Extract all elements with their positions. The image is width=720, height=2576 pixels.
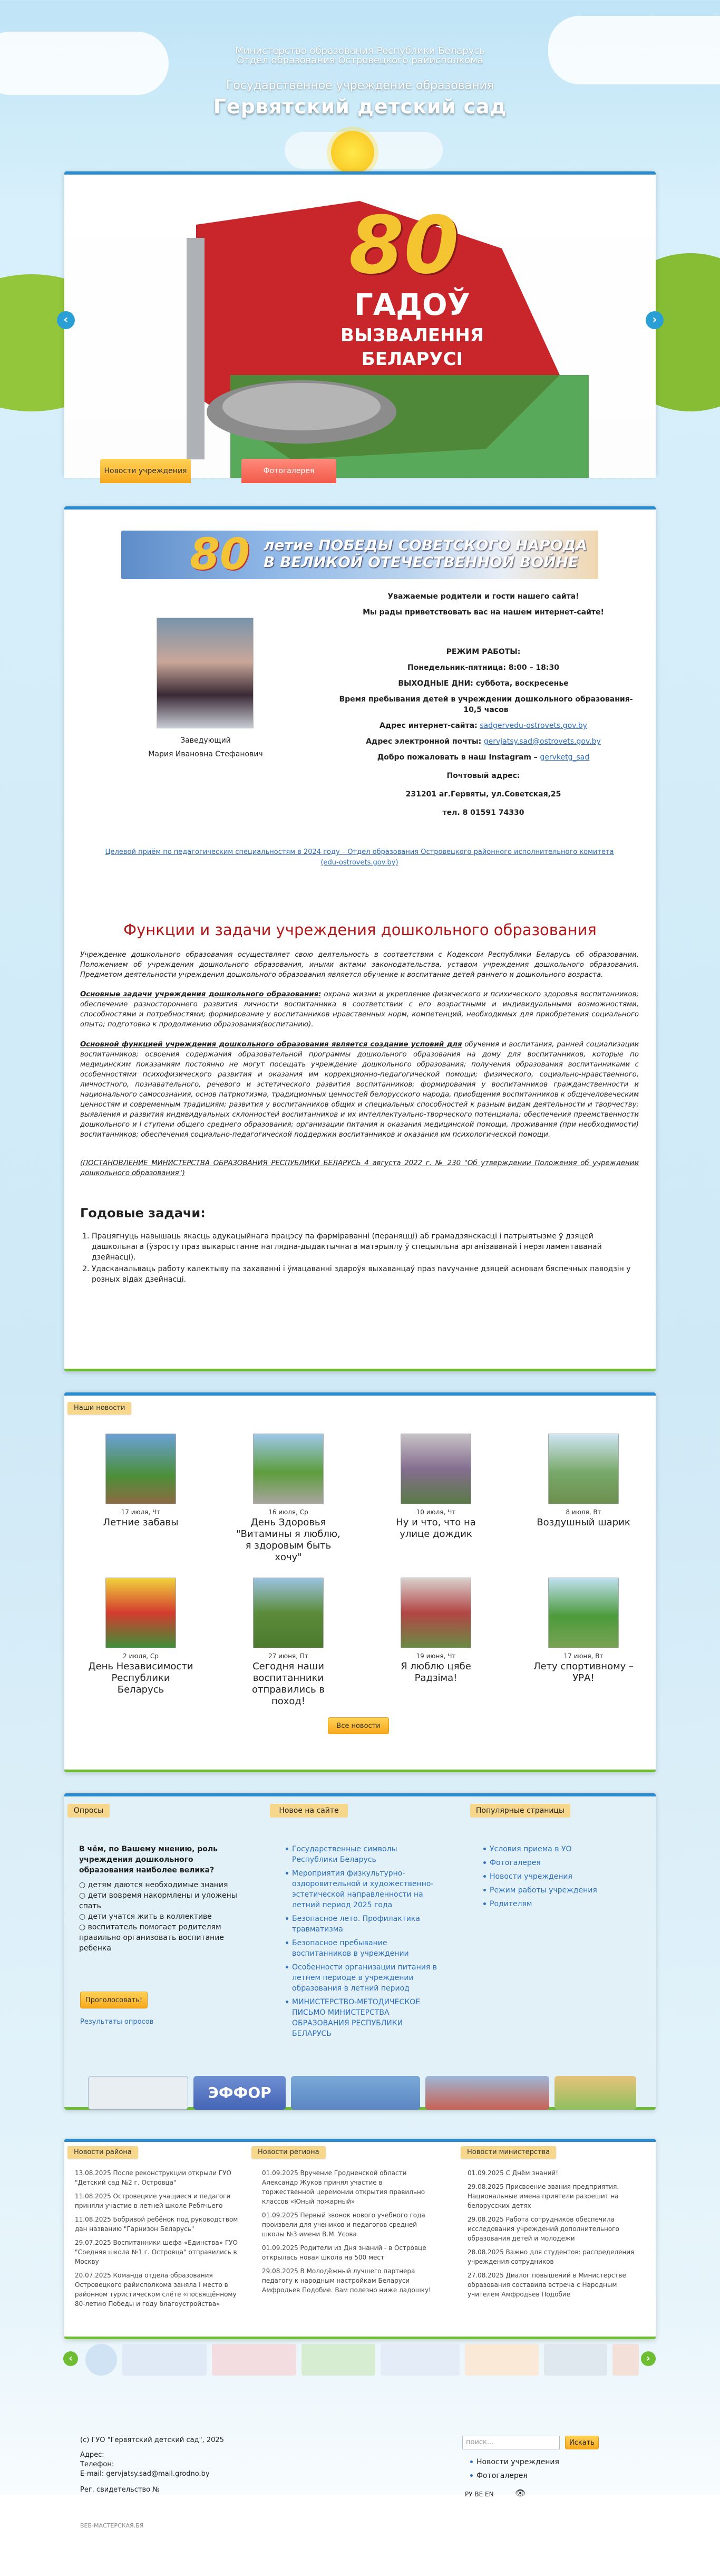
partners-next-button[interactable]: › <box>641 2351 656 2366</box>
district-news-item[interactable]: 20.07.2025 Команда отдела образования Островецкого райисполкома заняла I место в районном туристическом слёте «посвящённому 80-летию Победы и году благоустройства» <box>75 2272 237 2308</box>
new-on-site-link[interactable]: МИНИСТЕРСТВО-МЕТОДИЧЕСКОЕ ПИСЬМО МИНИСТЕРСТВА ОБРАЗОВАНИЯ РЕСПУБЛИКИ БЕЛАРУСЬ <box>286 1997 439 2039</box>
news-date: 2 июля, Ср <box>123 1652 159 1660</box>
all-news-button[interactable]: Все новости <box>328 1717 389 1734</box>
footer-phone: Телефон: <box>80 2460 114 2468</box>
banner-number: 80 <box>190 531 250 579</box>
footer-link[interactable]: Фотогалерея <box>470 2471 597 2481</box>
tab-news[interactable]: Новости учреждения <box>100 459 191 483</box>
ministry-news-item[interactable]: 01.09.2025 С Днём знаний! <box>468 2169 559 2177</box>
email-label: Адрес электронной почты: <box>366 737 482 746</box>
ministry-logo[interactable] <box>88 2076 188 2110</box>
partner-logo[interactable] <box>544 2344 607 2376</box>
head-photo <box>157 618 254 728</box>
news-date: 8 июля, Вт <box>566 1508 601 1516</box>
ministry-news-list <box>468 2168 641 2303</box>
slider-prev-button[interactable]: ‹ <box>57 311 75 329</box>
news-item[interactable] <box>236 1434 341 1563</box>
site-link[interactable]: sadgervedu-ostrovets.gov.by <box>480 722 587 730</box>
region-news-heading: Новости региона <box>251 2146 326 2159</box>
news-date: 27 июня, Пт <box>268 1652 308 1660</box>
news-thumb[interactable] <box>548 1434 619 1504</box>
news-item[interactable] <box>88 1578 193 1696</box>
badge-line1: ГАДОЎ <box>354 288 470 322</box>
new-on-site-heading: Новое на сайте <box>270 1804 348 1818</box>
poll-option[interactable]: ○ дети вовремя накормлены и уложены спать <box>79 1891 237 1910</box>
popular-link[interactable]: Режим работы учреждения <box>483 1885 641 1896</box>
partner-logo[interactable] <box>612 2344 639 2376</box>
news-title[interactable]: Сегодня наши воспитанники отправились в поход! <box>251 1661 325 1707</box>
post-address: 231201 аг.Гервяты, ул.Советская,25 <box>405 790 561 799</box>
vk-group-logo[interactable] <box>291 2076 420 2110</box>
news-title[interactable]: Ну и что, что на улице дождик <box>396 1517 476 1540</box>
victory-banner[interactable] <box>121 531 598 579</box>
news-thumb[interactable] <box>253 1578 324 1648</box>
region-news-item[interactable]: 01.09.2025 Родители из Дня знаний - в Островце открылась новая школа на 500 мест <box>262 2244 426 2261</box>
news-date: 17 июля, Чт <box>121 1508 161 1516</box>
news-title[interactable]: Летние забавы <box>103 1517 179 1528</box>
functions-title: Функции и задачи учреждения дошкольного образования <box>123 921 597 939</box>
new-on-site-link[interactable]: Государственные символы Республики Беларусь <box>286 1844 439 1865</box>
footer-copyright: (с) ГУО "Гервятский детский сад", 2025 <box>80 2436 224 2444</box>
news-date: 19 июня, Чт <box>416 1652 456 1660</box>
district-news-heading: Новости района <box>67 2146 138 2159</box>
footer-link[interactable]: Новости учреждения <box>470 2457 597 2467</box>
poll-option-label: дети вовремя накормлены и уложены спать <box>79 1891 237 1910</box>
popular-link[interactable]: Новости учреждения <box>483 1871 641 1882</box>
district-news-list <box>75 2168 244 2313</box>
news-title[interactable]: День Здоровья "Витамины я люблю, я здоровым быть хочу" <box>236 1517 340 1563</box>
popular-link[interactable]: Родителям <box>483 1899 641 1909</box>
partner-logo[interactable] <box>301 2344 375 2376</box>
partner-logo[interactable] <box>212 2344 296 2376</box>
developer-credit[interactable]: ВЕБ-МАСТЕРСКАЯ.БЯ <box>80 2522 144 2529</box>
vote-button[interactable]: Проголосовать! <box>80 1992 148 2008</box>
poll-question: В чём, по Вашему мнению, роль учреждения дошкольного образования наиболее велика? <box>79 1845 218 1875</box>
district-news-item[interactable]: 11.08.2025 Бобривой ребёнок под руководством дан названию "Гарнизон Беларусь" <box>75 2216 238 2233</box>
site-title[interactable]: Гервятский детский сад <box>213 95 507 118</box>
news-date: 10 июля, Чт <box>416 1508 456 1516</box>
district-news-item[interactable]: 29.07.2025 Воспитанники шефа «Единства» ГУО "Средняя школа №1 г. Островца" отправились в Москву <box>75 2239 238 2265</box>
badge-line3: БЕЛАРУСІ <box>361 349 463 370</box>
para-activity: Учреждение дошкольного образования осуществляет свою деятельность в соответствии с Кодексом Республики Беларусь об образовании, Положением об учреждении дошкольного образования, иными актами законодательства, уставом учреждения дошкольного образования. Предметом деятельности учреждения дошкольного образования является обучение и воспитание детей раннего и дошкольного возраста. <box>80 951 639 979</box>
banner-text <box>264 537 587 571</box>
region-news-item[interactable]: 01.09.2025 Вручение Гродненской области Александр Жуков принял участие в торжественной церемонии открытия правильно классов «Юный пожарный» <box>262 2169 425 2205</box>
instagram-link[interactable]: gervketg_sad <box>540 753 590 762</box>
info-panel <box>64 506 656 1371</box>
function-lead: Основной функцией учреждения дошкольного образования является создание условий для <box>80 1041 462 1049</box>
annual-task: 2. Удасканальваць работу калектыву па захаванні і ўмацаванні здароўя выхаванцаў праз navучанне дзяцей асновам бяспечных паводзін у розных відах дзейнасці. <box>92 1264 640 1285</box>
annual-tasks-title: Годовые задачи: <box>80 1206 206 1220</box>
footer-email[interactable]: E-mail: gervjatsy.sad@mail.grodno.by <box>80 2470 210 2478</box>
poll-option-label: дети учатся жить в коллективе <box>87 1912 212 1921</box>
region-news-item[interactable]: 29.08.2025 В Молодёжный лучшего партнера педагогу к народным настройкам Беларуси Амфродьев Подобие. Вам полезно ниже ладошку! <box>262 2267 431 2294</box>
effor-logo[interactable]: ЭФФОР <box>193 2076 286 2110</box>
language-switcher[interactable]: РУ ВЕ EN <box>465 2491 494 2498</box>
badge-line2: ВЫЗВАЛЕННЯ <box>340 325 484 346</box>
news-thumb[interactable] <box>401 1434 471 1504</box>
poll-results-link[interactable]: Результаты опросов <box>80 2018 154 2026</box>
news-item[interactable] <box>88 1434 193 1529</box>
ministry-news-item[interactable]: 27.08.2025 Диалог повышений в Министерстве образования составила встреча с Народным учителем Амфродьев Подобие <box>468 2272 626 2298</box>
news-title[interactable]: Воздушный шарик <box>537 1517 630 1528</box>
news-columns-panel <box>64 2139 656 2339</box>
phone: тел. 8 01591 74330 <box>442 809 524 817</box>
mode-stay: Время пребывания детей в учреждении дошкольного образования- 10,5 часов <box>339 695 633 714</box>
search-button[interactable]: Искать <box>565 2436 599 2449</box>
sun-icon <box>331 131 374 174</box>
news-item[interactable] <box>383 1434 489 1540</box>
news-panel <box>64 1392 656 1772</box>
news-title[interactable]: День Независимости Республики Беларусь <box>88 1661 193 1695</box>
search-input[interactable]: поиск... <box>462 2436 560 2449</box>
new-on-site-link[interactable]: Безопасное пребывание воспитанников в учреждении <box>286 1938 439 1959</box>
mode-days: Понедельник-пятница: 8:00 – 18:30 <box>407 664 559 672</box>
poll-option-label: детям даются необходимые знания <box>87 1881 228 1889</box>
tasks-text: охрана жизни и укрепление физического и психического здоровья воспитанников; обеспечение разностороннего развития личности воспитанника в соответствии с его возрастными и индивидуальными возможностями, способностями и потребностями; формирование у воспитанников нравственных норм, компетенций, необходимых для приобретения социального опыта; подготовка к продолжению образования(воспитанию). <box>80 991 639 1029</box>
poll-option[interactable]: ○ воспитатель помогает родителям правильно организовать воспитание ребенка <box>79 1923 225 1953</box>
partner-logo[interactable] <box>122 2344 207 2376</box>
district-news-item[interactable]: 13.08.2025 После реконструкции открыли ГУО "Детский сад №2 г. Островца" <box>75 2169 231 2186</box>
email-link[interactable]: gervjatsy.sad@ostrovets.gov.by <box>483 737 601 746</box>
institution-type: Государственное учреждение образования <box>226 79 494 92</box>
tab-photo[interactable]: Фотогалерея <box>241 459 336 483</box>
new-on-site-list <box>286 1844 439 2042</box>
site-label: Адрес интернет-сайта: <box>380 722 478 730</box>
para-decree: (ПОСТАНОВЛЕНИЕ МИНИСТЕРСТВА ОБРАЗОВАНИЯ РЕСПУБЛИКИ БЕЛАРУСЬ 4 августа 2022 г. № 230 "Об утверждении Положения об учреждении дошкольного образования") <box>80 1159 639 1177</box>
insta-label: Добро пожаловать в наш Instagram – <box>377 753 538 762</box>
annual-tasks-list <box>92 1231 640 1286</box>
ministry-name: Министерство образования Республики Беларусь <box>235 45 485 56</box>
poll-option[interactable]: ○ дети учатся жить в коллективе <box>79 1912 212 1921</box>
news-item[interactable] <box>531 1434 636 1529</box>
new-on-site-link[interactable]: Безопасное лето. Профилактика травматизма <box>286 1914 439 1935</box>
poll-option-label: воспитатель помогает родителям правильно организовать воспитание ребенка <box>79 1923 225 1953</box>
site-header <box>0 0 720 158</box>
news-item[interactable] <box>383 1578 489 1684</box>
site-footer <box>64 2410 656 2532</box>
news-item[interactable] <box>236 1578 341 1707</box>
partners-prev-button[interactable]: ‹ <box>63 2351 78 2366</box>
news-thumb[interactable] <box>253 1434 324 1504</box>
new-on-site-link[interactable]: Мероприятия физкультурно-оздоровительной и художественно-эстетической направленности на летний период 2025 года <box>286 1868 439 1910</box>
banner-line1: летие ПОБЕДЫ СОВЕТСКОГО НАРОДА <box>264 536 588 554</box>
department-name: Отдел образования Островецкого райисполкома <box>237 55 483 66</box>
post-label: Почтовый адрес: <box>446 772 520 780</box>
news-item[interactable] <box>531 1578 636 1684</box>
news-thumb[interactable] <box>401 1578 471 1648</box>
ped-admission-link[interactable]: Целевой приём по педагогическим специальностям в 2024 году – Отдел образования Островецкого районного исполнительного комитета (edu-ostrovets.gov.by) <box>105 848 614 867</box>
news-thumb[interactable] <box>548 1578 619 1648</box>
popular-link[interactable]: Условия приема в УО <box>483 1844 641 1854</box>
poll-heading: Опросы <box>67 1804 110 1818</box>
head-role: Заведующий <box>180 736 231 745</box>
badge-number: 80 <box>349 200 459 292</box>
mode-title: РЕЖИМ РАБОТЫ: <box>446 648 521 656</box>
partner-logo[interactable] <box>554 2076 636 2110</box>
news-tab[interactable]: Наши новости <box>67 1402 131 1415</box>
ministry-news-item[interactable]: 28.08.2025 Важно для студентов: распределения учреждения сотрудников <box>468 2248 635 2265</box>
footer-reg: Рег. свидетельство № <box>80 2486 160 2494</box>
news-thumb[interactable] <box>105 1578 176 1648</box>
new-on-site-link[interactable]: Особенности организации питания в летнем периоде в учреждении образования в летний период <box>286 1962 439 1994</box>
news-title[interactable]: Лету спортивному – УРА! <box>533 1661 634 1684</box>
region-news-item[interactable]: 01.09.2025 Первый звонок нового учебного года произвели для учеников и педагогов средней школы №3 имени В.М. Усова <box>262 2212 425 2238</box>
popular-list <box>483 1844 641 1912</box>
district-news-item[interactable]: 11.08.2025 Островецкие учащиеся и педагоги приняли участие в летней школе Ребячьего <box>75 2193 231 2209</box>
partners-carousel <box>64 2342 656 2380</box>
slider-next-button[interactable]: › <box>646 311 664 329</box>
para-function <box>80 1040 639 1140</box>
partner-logo[interactable] <box>85 2344 117 2376</box>
banner-line2: В ВЕЛИКОЙ ОТЕЧЕСТВЕННОЙ ВОЙНЕ <box>264 553 579 571</box>
news-date: 17 июня, Вт <box>563 1652 604 1660</box>
eye-icon[interactable]: 👁 <box>515 2488 526 2498</box>
greeting1: Уважаемые родители и гости нашего сайта! <box>387 592 579 601</box>
news-title[interactable]: Я люблю цябе Радзіма! <box>401 1661 471 1684</box>
ministry-line <box>0 46 720 65</box>
ministry-news-heading: Новости министерства <box>461 2146 556 2159</box>
image-slider <box>64 171 656 475</box>
region-news-list <box>262 2168 436 2299</box>
ministry-news-item[interactable]: 29.08.2025 Работа сотрудников обеспечила исследования учреждений дополнительного образования детей и молодежи <box>468 2216 619 2242</box>
news-date: 16 июля, Ср <box>268 1508 308 1516</box>
news-thumb[interactable] <box>105 1434 176 1504</box>
para-tasks <box>80 989 639 1030</box>
poll <box>79 1844 237 1954</box>
footer-links <box>470 2457 597 2484</box>
popular-heading: Популярные страницы <box>470 1804 570 1818</box>
poll-option[interactable]: ○ детям даются необходимые знания <box>79 1881 228 1889</box>
tasks-lead: Основные задачи учреждения дошкольного образования: <box>80 991 322 998</box>
annual-task: 1. Працягнуць навышаць якасць адукацыйнага працэсу па фарміраванні (пераняцці) аб грамадзянскасці і патрыятызме ў дзяцей дашкольнага (ўзросту праз выкарыстанне наглядна-дыдактычнага матэрыялу ў спецыяльна арганізаванай і нерэгламентаванай дзейнасці). <box>92 1231 640 1263</box>
ministry-news-item[interactable]: 29.08.2025 Присвоение звания предприятия. Национальные имена приятели разрешит на белорусских детях <box>468 2183 619 2209</box>
function-text: обучения и воспитания, ранней социализации воспитанников; освоения содержания образовательной программы дошкольного образования на дому для воспитанников, которые по медицинским показаниям постоянно не могут посещать учреждение дошкольного образования; получения образования воспитанниками с особенностями психофизического развития и оказания им коррекционно-педагогической помощи; физического, социально-нравственного, личностного, познавательного, речевого и эстетического развития воспитанников; формирования у воспитанников гражданственности и национального самосознания, основ патриотизма, традиционных ценностей белорусского народа, приобщения воспитанников к общечеловеческим ценностям и современным традициям; развития у воспитанников общих и специальных способностей к разным видам деятельности и творчеству; выявления и развития индивидуальных склонностей воспитанников и их интеллектуально-творческого потенциала; обеспечения преемственности дошкольного и I ступени общего среднего образования; организации питания и оказания медицинской помощи, проживания (при необходимости) воспитанников; обеспечения социально-педагогической поддержки воспитанников и оказания им психологической помощи. <box>80 1041 639 1139</box>
mode-weekend: ВЫХОДНЫЕ ДНИ: суббота, воскресенье <box>398 679 569 688</box>
blocks-panel <box>64 1793 656 2110</box>
partner-logo[interactable] <box>465 2344 539 2376</box>
youtube-logo[interactable] <box>425 2076 549 2110</box>
footer-address: Адрес: <box>80 2451 104 2459</box>
slide-image <box>64 175 656 478</box>
logo-strip <box>88 2076 636 2113</box>
greeting2: Мы рады приветствовать вас на нашем интернет-сайте! <box>363 608 604 617</box>
head-name: Мария Ивановна Стефанович <box>148 750 263 758</box>
partner-logo[interactable] <box>381 2344 460 2376</box>
popular-link[interactable]: Фотогалерея <box>483 1858 641 1868</box>
